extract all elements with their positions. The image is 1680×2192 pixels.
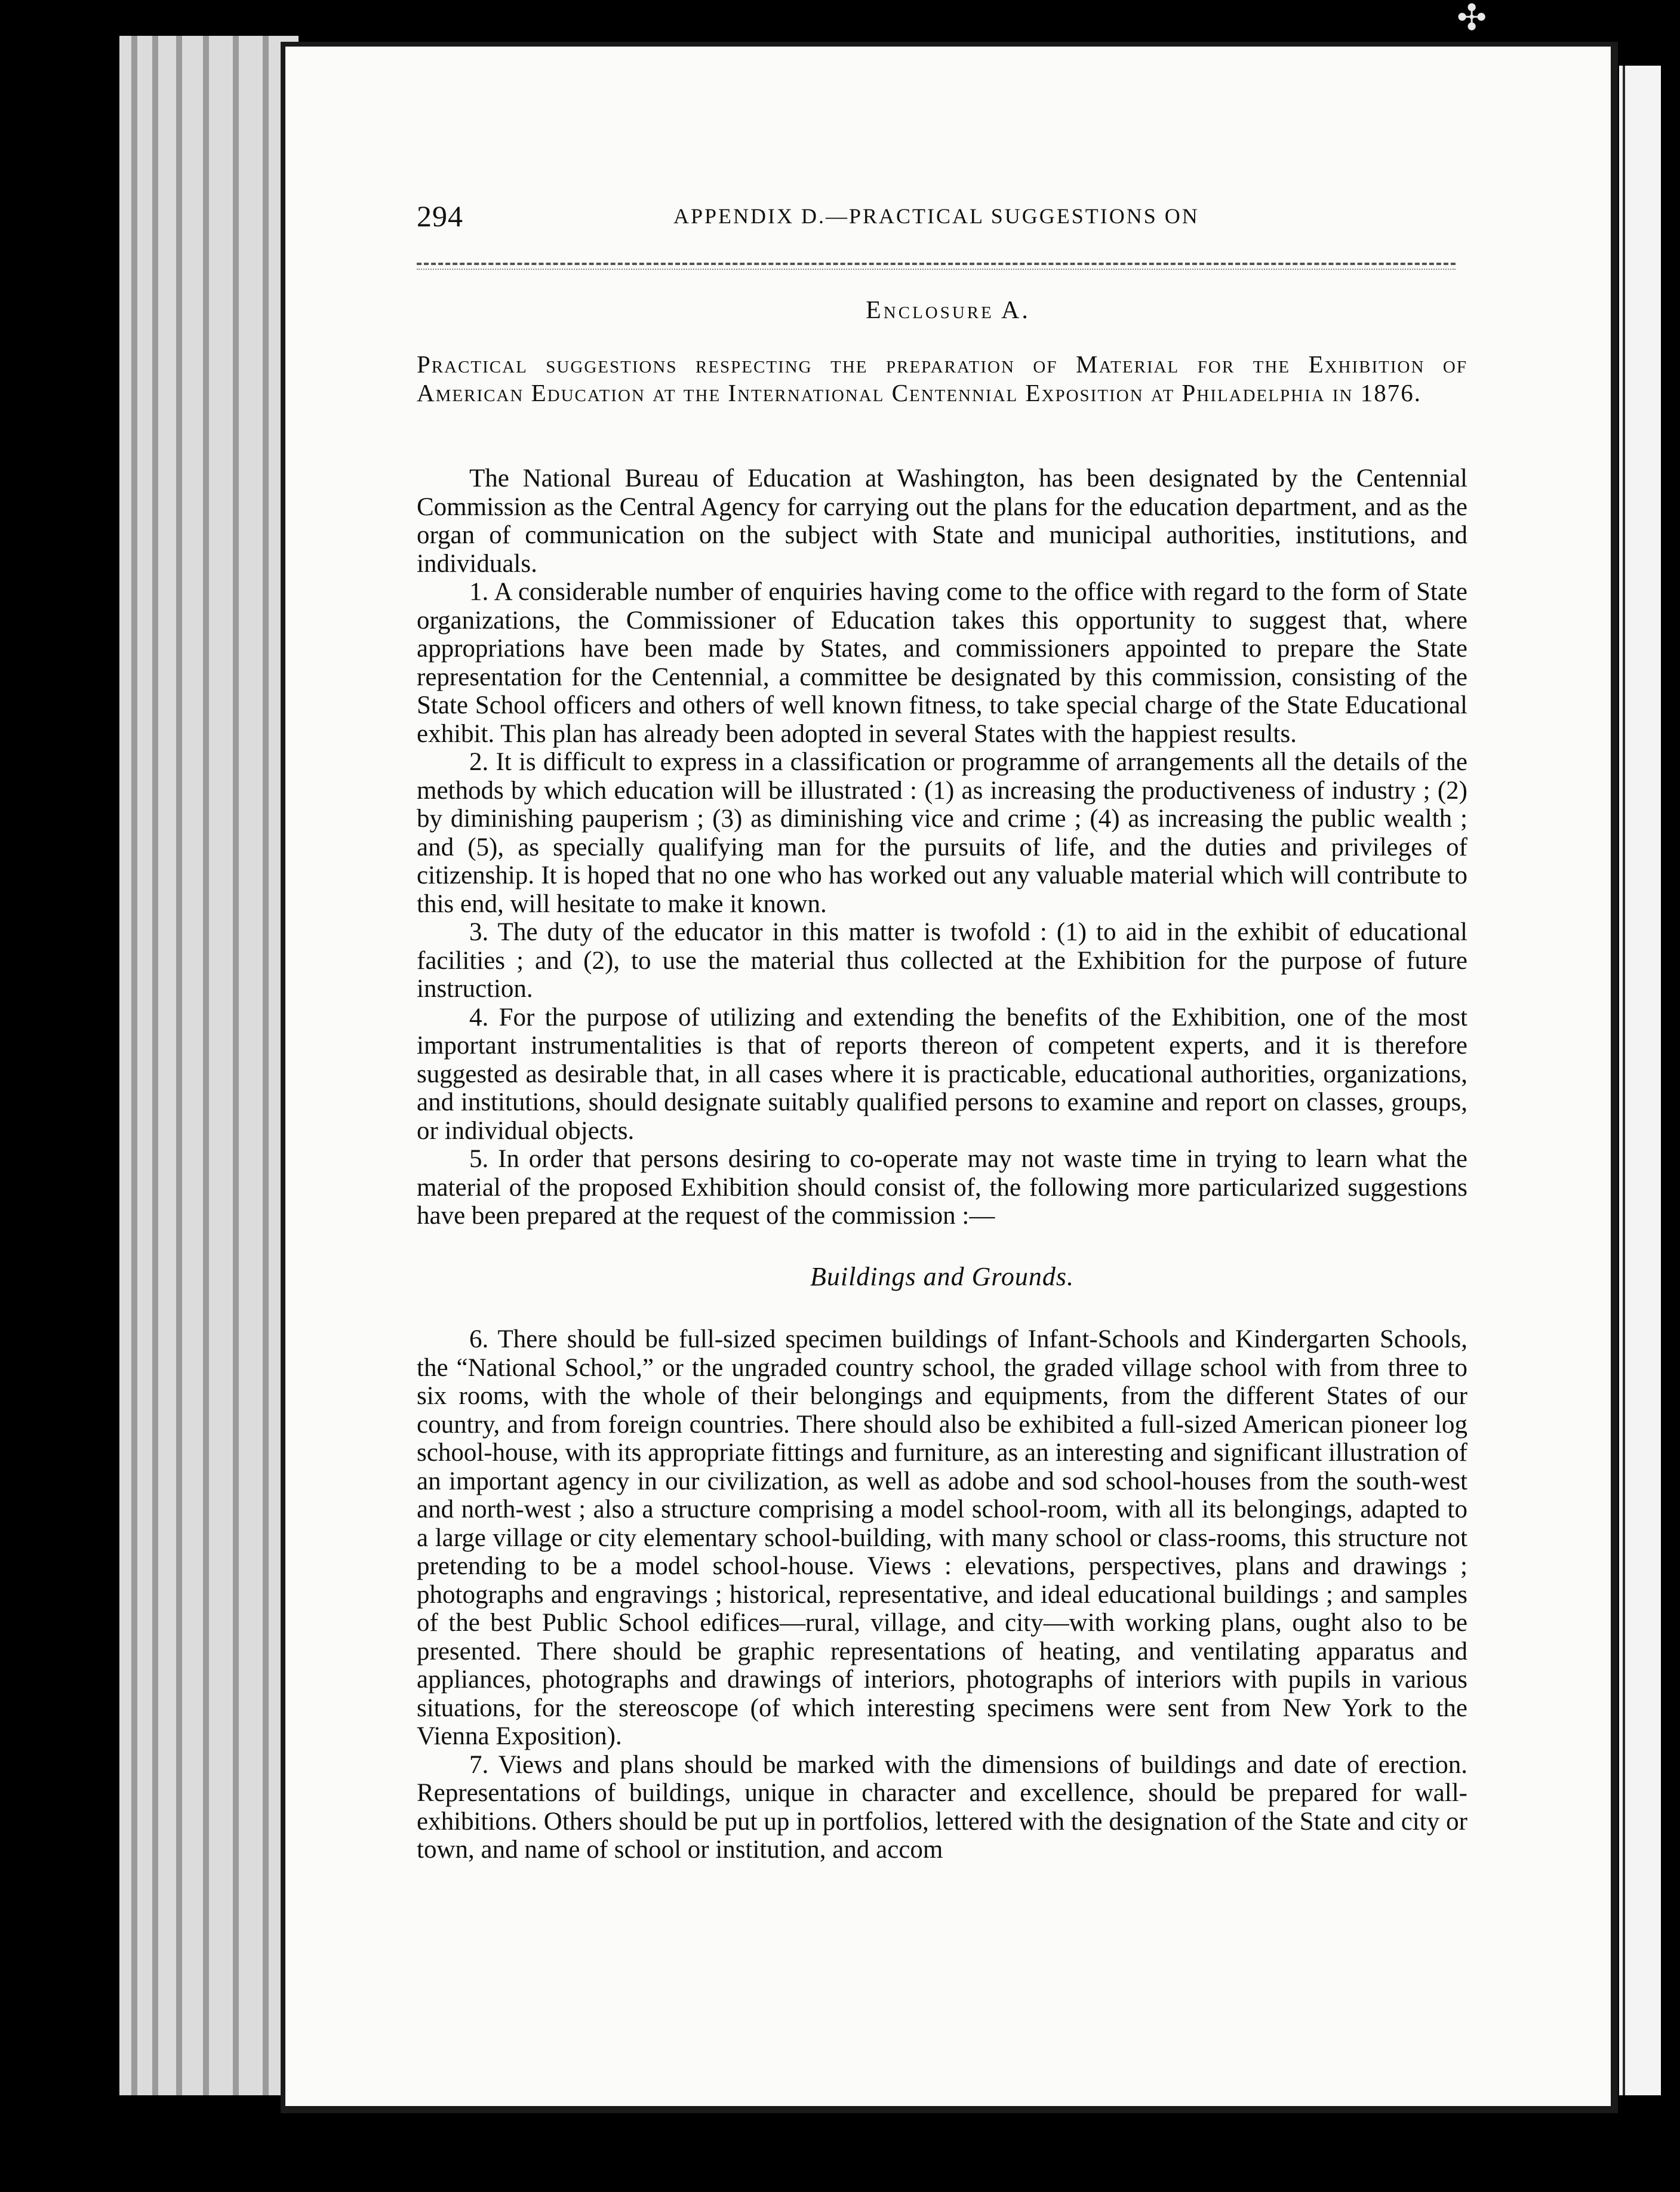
facing-page-edge (1619, 66, 1661, 2095)
page-edge (203, 36, 209, 2095)
paragraph-3: 3. The duty of the educator in this matter is twofold : (1) to aid in the exhibit of educational facilities ; and (2), to use the material thus collected at the Exhibition for the purpose of future instruction. (417, 918, 1467, 1003)
page-edge (176, 36, 182, 2095)
subheading: Buildings and Grounds. (810, 1261, 1075, 1291)
document-page (285, 47, 1611, 2106)
header-rule-secondary (417, 269, 1456, 270)
body-text (417, 464, 1467, 1864)
paragraph-6: 6. There should be full-sized specimen buildings of Infant-Schools and Kindergarten Schools, the “National School,” or the ungraded country school, the graded village school with from three to six rooms, with the whole of their belongings and equipments, from the different States of our country, and from foreign countries. There should also be exhibited a full-sized American pioneer log school-house, with its appropriate fittings and furniture, as an interesting and significant illustration of an important agency in our civilization, as well as adobe and sod school-houses from the south-west and north-west ; also a structure comprising a model school-room, with all its belongings, adapted to a large village or city elementary school-building, with many school or class-rooms, this structure not pretending to be a model school-house. Views : elevations, perspectives, plans and drawings ; photographs and engravings ; historical, representative, and ideal educational buildings ; and samples of the best Public School edifices—rural, village, and city—with working plans, ought also to be presented. There should be graphic representations of heating, and ventilating apparatus and appliances, photographs and drawings of interiors, photographs of interiors with pupils in various situations, for the stereoscope (of which interesting specimens were sent from New York to the Vienna Exposition). (417, 1325, 1467, 1750)
enclosure-title: Enclosure A. (866, 297, 1030, 324)
page-edge (263, 36, 269, 2095)
page-number: 294 (417, 199, 463, 233)
paragraph-intro: The National Bureau of Education at Washington, has been designated by the Centennial Commission as the Central Agency for carrying out the plans for the education department, and as the organ of communication on the subject with State and municipal authorities, institutions, and individuals. (417, 464, 1467, 578)
page-edge (233, 36, 239, 2095)
paragraph-1: 1. A considerable number of enquiries having come to the office with regard to the form of State organizations, the Commissioner of Education takes this opportunity to suggest that, where appropriations have been made by States, and commissioners appointed to prepare the State representation for the Centennial, a committee be designated by this commission, consisting of the State School officers and others of well known fitness, to take special charge of the State Educational exhibit. This plan has already been adopted in several States with the happiest results. (417, 578, 1467, 748)
scan-artifact: ✣ (1457, 0, 1487, 38)
paragraph-4: 4. For the purpose of utilizing and extending the benefits of the Exhibition, one of the most important instrumentalities is that of reports thereon of competent experts, and it is therefore suggested as desirable that, in all cases where it is practicable, educational authorities, organizations, and institutions, should designate suitably qualified persons to examine and report on classes, groups, or individual objects. (417, 1003, 1467, 1145)
running-head-title: APPENDIX D.—PRACTICAL SUGGESTIONS ON (673, 204, 1199, 228)
header-rule (417, 263, 1456, 265)
paragraph-5: 5. In order that persons desiring to co-operate may not waste time in trying to learn what the material of the proposed Exhibition should consist of, the following more particularized suggestions have been prepared at the request of the commission :— (417, 1145, 1467, 1230)
page-edge (152, 36, 158, 2095)
book-page-edges (119, 36, 299, 2095)
running-head (417, 199, 1551, 241)
paragraph-2: 2. It is difficult to express in a classification or programme of arrangements all the details of the methods by which education will be illustrated : (1) as increasing the productiveness of industry ; (2) by diminishing pauperism ; (3) as diminishing vice and crime ; (4) as increasing the public wealth ; and (5), as specially qualifying man for the pursuits of life, and the duties and privileges of citizenship. It is hoped that no one who has worked out any valuable material which will contribute to this end, will hesitate to make it known. (417, 748, 1467, 918)
paragraph-7: 7. Views and plans should be marked with the dimensions of buildings and date of erection. Representations of buildings, unique in character and excellence, should be prepared for wall-exhibitions. Others should be put up in portfolios, lettered with the designation of the State and city or town, and name of school or institution, and accom (417, 1750, 1467, 1864)
section-heading: Practical suggestions respecting the preparation of Material for the Exhibition of American Education at the International Centennial Exposition at Philadelphia in 1876. (417, 350, 1467, 407)
page-edge (131, 36, 137, 2095)
facing-page-rule (1623, 66, 1625, 2095)
